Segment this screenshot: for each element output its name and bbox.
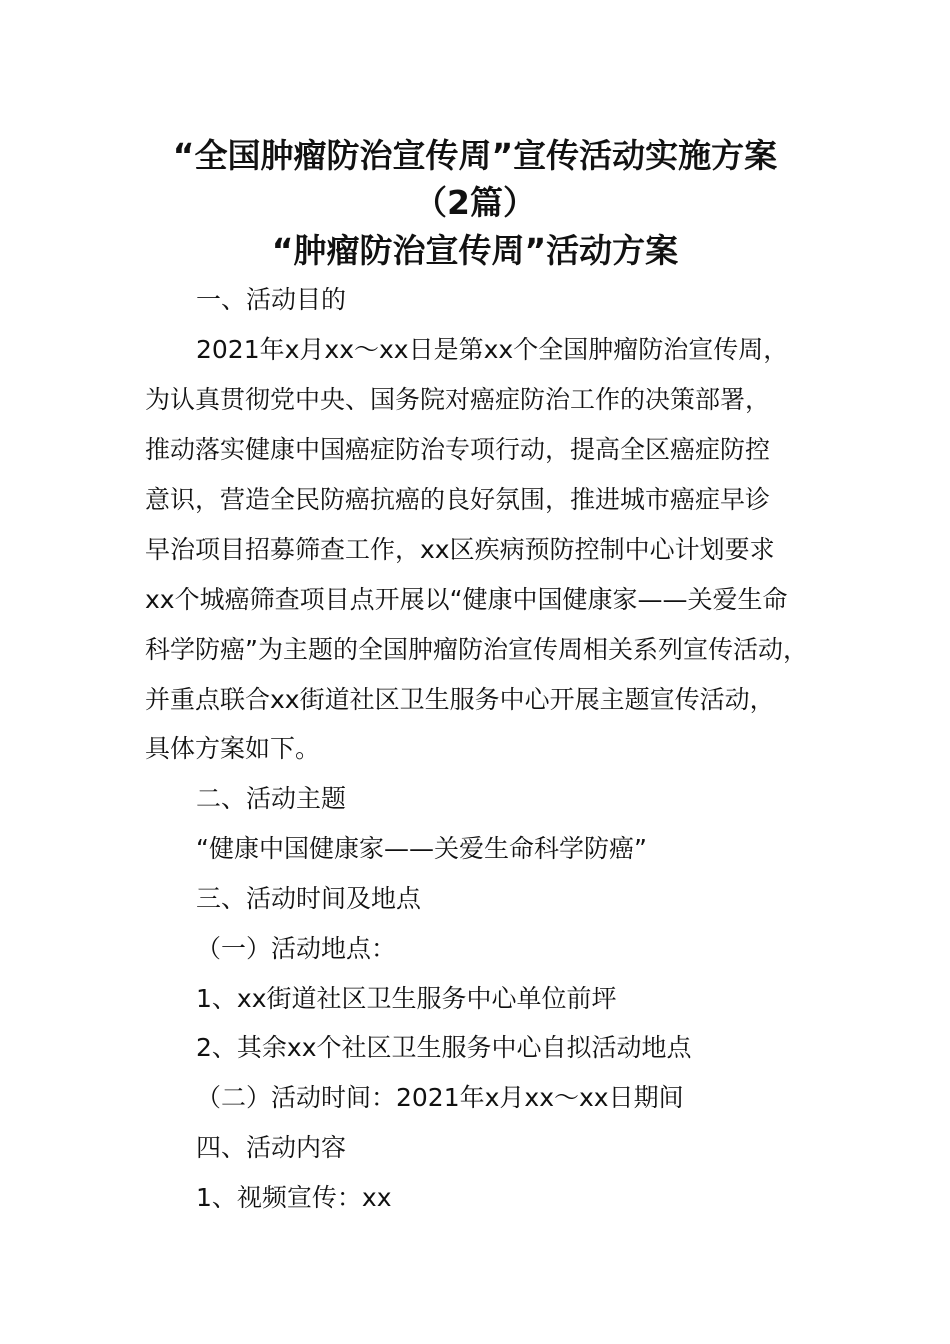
subsection-heading-place: （一）活动地点： bbox=[196, 934, 397, 963]
list-item: 1、xx街道社区卫生服务中心单位前坪 bbox=[196, 984, 617, 1013]
paragraph-line: 推动落实健康中国癌症防治专项行动，提高全区癌症防控 bbox=[145, 435, 771, 464]
document-title: “全国肿瘤防治宣传周”宣传活动实施方案 bbox=[172, 136, 778, 175]
paragraph-line: 科学防癌”为主题的全国肿瘤防治宣传周相关系列宣传活动， bbox=[145, 635, 808, 664]
theme-text: “健康中国健康家——关爱生命科学防癌” bbox=[196, 834, 647, 863]
section-heading-content: 四、活动内容 bbox=[196, 1133, 347, 1162]
paragraph-line: xx个城癌筛查项目点开展以“健康中国健康家——关爱生命 bbox=[145, 585, 788, 614]
list-item: 1、视频宣传：xx bbox=[196, 1183, 392, 1212]
section-heading-purpose: 一、活动目的 bbox=[196, 285, 347, 314]
paragraph-line: 意识，营造全民防癌抗癌的良好氛围，推进城市癌症早诊 bbox=[145, 485, 771, 514]
paragraph-line: 并重点联合xx街道社区卫生服务中心开展主题宣传活动， bbox=[145, 685, 775, 714]
section-heading-time-place: 三、活动时间及地点 bbox=[196, 884, 422, 913]
paragraph-line: 具体方案如下。 bbox=[145, 734, 321, 763]
list-item: 2、其余xx个社区卫生服务中心自拟活动地点 bbox=[196, 1033, 692, 1062]
document-title-part-count: （2篇） bbox=[414, 183, 536, 222]
paragraph-line: 2021年x月xx～xx日是第xx个全国肿瘤防治宣传周， bbox=[196, 335, 789, 364]
section-heading-theme: 二、活动主题 bbox=[196, 784, 347, 813]
paragraph-line: 为认真贯彻党中央、国务院对癌症防治工作的决策部署， bbox=[145, 385, 771, 414]
paragraph-line: 早治项目招募筛查工作，xx区疾病预防控制中心计划要求 bbox=[145, 535, 775, 564]
subsection-heading-time: （二）活动时间：2021年x月xx～xx日期间 bbox=[196, 1083, 684, 1112]
document-subtitle: “肿瘤防治宣传周”活动方案 bbox=[271, 231, 679, 270]
